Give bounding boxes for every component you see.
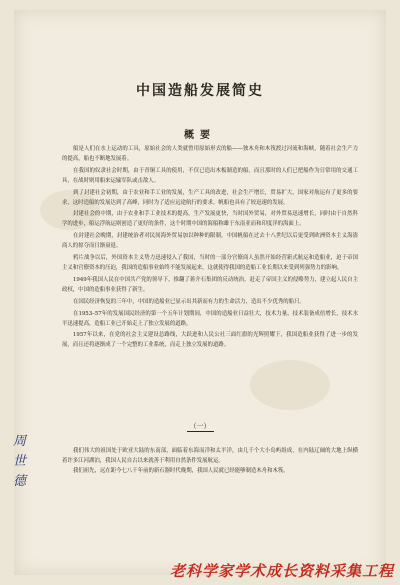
paragraph: 我们伟大的祖国处于欧亚大陆的东南部，面临着东海而洋和太平洋，由几千个大小岛屿组成，在内陆辽阔的大地上纵横着许多江河湖泊，我国人民自古以来就善于利用自然条件发展航运。 bbox=[62, 448, 358, 464]
paragraph: 在1953–57年的发展国民经济的第一个五年计划期间，中国的造船业日益壮大，技术力量、技术装备成倍增长，技术水平迅速提高，造船工业已开始走上了独立发展的道路。 bbox=[62, 310, 358, 327]
paragraph: 1949年我国人民在中国共产党的领导下，推翻了蒋介石集团的反动统治，赶走了帝国主义的侵略势力，建立起人民自主政权，中国的造船事业获得了新生。 bbox=[62, 276, 358, 293]
paragraph: 封建社会的中期，由于农业和手工业技术的提高，生产发展更快，当时国外贸易，对外贸易迅速增长，同时由于自然科学的进步，船运浮航运则创造了更好的条件，这个时期中国的海船称雄于东南亚而和印度洋的海面上。 bbox=[62, 211, 358, 228]
part-divider bbox=[0, 421, 400, 432]
paragraph: 1957年以来，在党的社会主义建设总路线，大跃进和人民公社三面红旗的光辉照耀下，我国造船业获得了进一步的发展，而且还将逐渐成了一个完整的工业系统，而走上独立发展的道路。 bbox=[62, 332, 358, 349]
paragraph: 在封建社会晚期，封建统治者对民间海外贸易加以种种的限制，中国帆船在过去十八世纪以后更受到欧洲资本主义海盗商人的掠夺而日渐衰退。 bbox=[62, 233, 358, 250]
paragraph: 我们祖先，远在距今七八千年前的新石器时代晚期，我国人民就已经能够制造木舟和木筏。 bbox=[73, 467, 289, 474]
archive-watermark: 老科学家学术成长资料采集工程 bbox=[169, 562, 394, 580]
document-title: 中国造船发展简史 bbox=[136, 83, 264, 99]
paper-stain bbox=[250, 360, 330, 410]
paragraph: 在国民经济恢复的三年中，中国的造船业已显示出其新而有力的生命活力，造出不少优秀的船只。 bbox=[73, 298, 305, 305]
part-one-body bbox=[62, 447, 358, 477]
paragraph: 在我国的奴隶社会时期，由于青铜工具的使用，不仅已造出木板制造的船，而且那时的人们已把船作为日常用的交通工具，在战时则用船来运输军队或击敌人。 bbox=[62, 167, 358, 184]
summary-body bbox=[62, 145, 358, 351]
paragraph: 到了封建社会初期，由于农业和手工业的发展，生产工具的改进，社会生产增长，贸易扩大，国家对航运有了更多的要求，这时造船的发展达到了高峰，同时为了适应远途航行的要求，帆船也具有了较迅速的发展。 bbox=[62, 189, 358, 206]
part-label: （一） bbox=[187, 421, 214, 432]
paragraph: 船是人们在水上运动的工具，原始社会的人类就曾用原始形式的船——独木舟和木筏渡过河流和海峡，随着社会生产力的提高，船也不断地发展着。 bbox=[62, 146, 358, 162]
handwritten-margin-note: 周世德 bbox=[13, 434, 27, 489]
paragraph: 鸦片战争以后，外国资本主义势力迅速侵入了我国，当时的一部分官僚商人虽然开始经营新式航运和造船业，迫于帝国主义和官僚资本的压迫，我国的造船事业始终不能发展起来，这就使得我国的造船工业长期以来受到列强势力的影响。 bbox=[62, 255, 358, 271]
section-heading: 概要 bbox=[184, 130, 216, 141]
